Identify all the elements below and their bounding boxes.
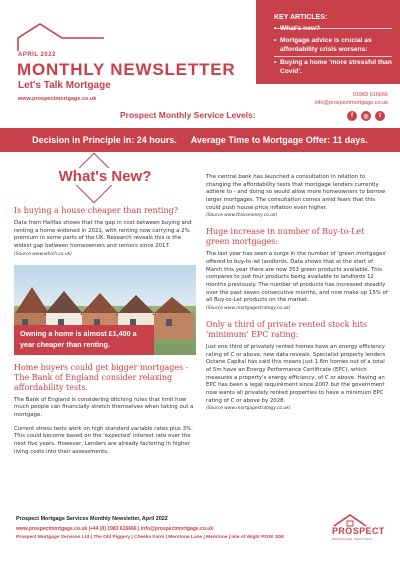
photo-caption: Owning a home is almost £1,400 a year cheaper than renting. (14, 325, 154, 355)
issue-date: APRIL 2022 (18, 52, 56, 58)
article-source: (Source www.mortgagestrategy.co.uk) (206, 306, 291, 312)
article-title: Only a third of private rented stock hits 'minimum' EPC rating: (206, 320, 368, 340)
article-title: Huge increase in number of Buy-to-Let green mortgages: (206, 227, 365, 247)
article-body: The Bank of England is considering ditching rules that limit how much people can financially stretch themselves when taking out a mortgage. (14, 396, 194, 419)
email-link[interactable]: info@prospectmortgage.co.uk (314, 100, 388, 106)
divider (274, 28, 392, 29)
instagram-icon[interactable]: ◎ (361, 111, 371, 121)
offer-item (191, 135, 368, 145)
article-title: Home buyers could get bigger mortgages - The Bank of England consider relaxing affordability tests. (14, 362, 189, 392)
divider (274, 56, 392, 57)
twitter-icon[interactable]: t (375, 111, 385, 121)
house-outline-icon (16, 22, 106, 52)
dip-value: 24 hours. (136, 135, 177, 145)
key-articles-list (274, 24, 392, 76)
prospect-logo[interactable] (330, 512, 386, 546)
key-article-item[interactable]: • Buying a home 'more stressful than Covid'. (274, 58, 392, 76)
dip-item (32, 135, 177, 145)
footer-title: Prospect Mortgage Services Monthly Newsletter, April 2022 (16, 516, 168, 522)
offer-label: Average Time to Mortgage Offer: (190, 135, 331, 145)
article-body: The central bank has launched a consultation in relation to changing the affordability tests that mortgage lenders currently adhere to - and doing so would allow more homeowners to borrow larger mortgages. The consultation comes amid fears that this could push house price inflation even higher. (206, 174, 386, 211)
footer (0, 510, 400, 566)
service-levels-title: Prospect Monthly Service Levels: (120, 110, 256, 120)
article-body: Just one third of privately rented homes have an energy efficiency rating of C or above, new data reveals. Specialist property lenders Octane Capital has said this means just 1.6m homes out of a total of 5m have an Energy Performance Certificate (EPC), which measures a property's energy efficiency, of C or above. Having an EPC has been a legal requirement since 2007 but the government now wants all privately rented properties to have a minimum EPC rating of C or above by 2028. (206, 344, 386, 404)
key-article-item[interactable]: • Mortgage advice is crucial as affordability crisis worsens: (274, 36, 392, 54)
service-levels-banner (0, 128, 400, 152)
article-body: Current stress tests work on high standard variable rates plus 3%. This could become based on the 'expected' interest rate over the next five years. However, Lenders are already factoring in higher living costs into their assessments. (14, 425, 193, 455)
newsletter-title: MONTHLY NEWSLETTER (17, 60, 236, 79)
phone-number[interactable]: 01983 616666 (352, 92, 388, 98)
article-body: Data from Halifax shows that the gap in cost between buying and renting a home widened in 2021, with renting now carrying a 2% premium in some parts of the UK. Research reveals this is the widest gap between homeowners and renters since 2017. (14, 220, 192, 250)
facebook-icon[interactable]: f (347, 111, 357, 121)
website-link[interactable]: www.prospectmortgage.co.uk (18, 96, 97, 102)
article-title: Is buying a house cheaper than renting? (14, 206, 179, 215)
article-source: (Source www.which.co.uk) (14, 251, 72, 257)
logo-name: PROSPECT (332, 526, 385, 536)
whats-new-text: What's New? (58, 168, 152, 185)
left-column (14, 156, 196, 456)
tagline: Let's Talk Mortgage (18, 80, 111, 91)
service-row (0, 108, 400, 124)
dip-label: Decision in Principle in: (32, 135, 135, 145)
article-body: The last year has seen a surge in the number of 'green mortgages' offered to buy-to-let landlords. Data shows that at the start of March this year there are now 353 green products available. This compares to just four products being available to landlords 12 months previously. The number of products has increased steadily over the past seven consecutive months, and now make up 15% of all Buy-to-Let products on the market. (206, 251, 388, 304)
whats-new-heading-wrap (14, 156, 196, 206)
right-column (206, 156, 388, 411)
key-articles-title: KEY ARTICLES: (274, 14, 328, 21)
article-source: (Source www.mortgagestrategy.co.uk) (206, 406, 291, 412)
houses-photo (14, 265, 196, 355)
logo-subtitle: MORTGAGE SERVICES (332, 537, 373, 541)
offer-value: 11 days. (332, 135, 368, 145)
footer-address: Prospect Mortgage Services Ltd | The Old Piggery | Cheeks Farm | Merstone Lane | Merstone | Isle of Wight PO30 3DE (16, 535, 285, 540)
header (0, 0, 400, 128)
key-articles-box (256, 0, 400, 84)
whats-new-heading (14, 168, 196, 185)
footer-contacts[interactable]: www.prospectmortgage.co.uk |+44 (0) 1983 616666 | info@prospectmortgage.co.uk (16, 526, 214, 532)
article-source: (Source www.thisismoney.co.uk) (206, 213, 278, 219)
